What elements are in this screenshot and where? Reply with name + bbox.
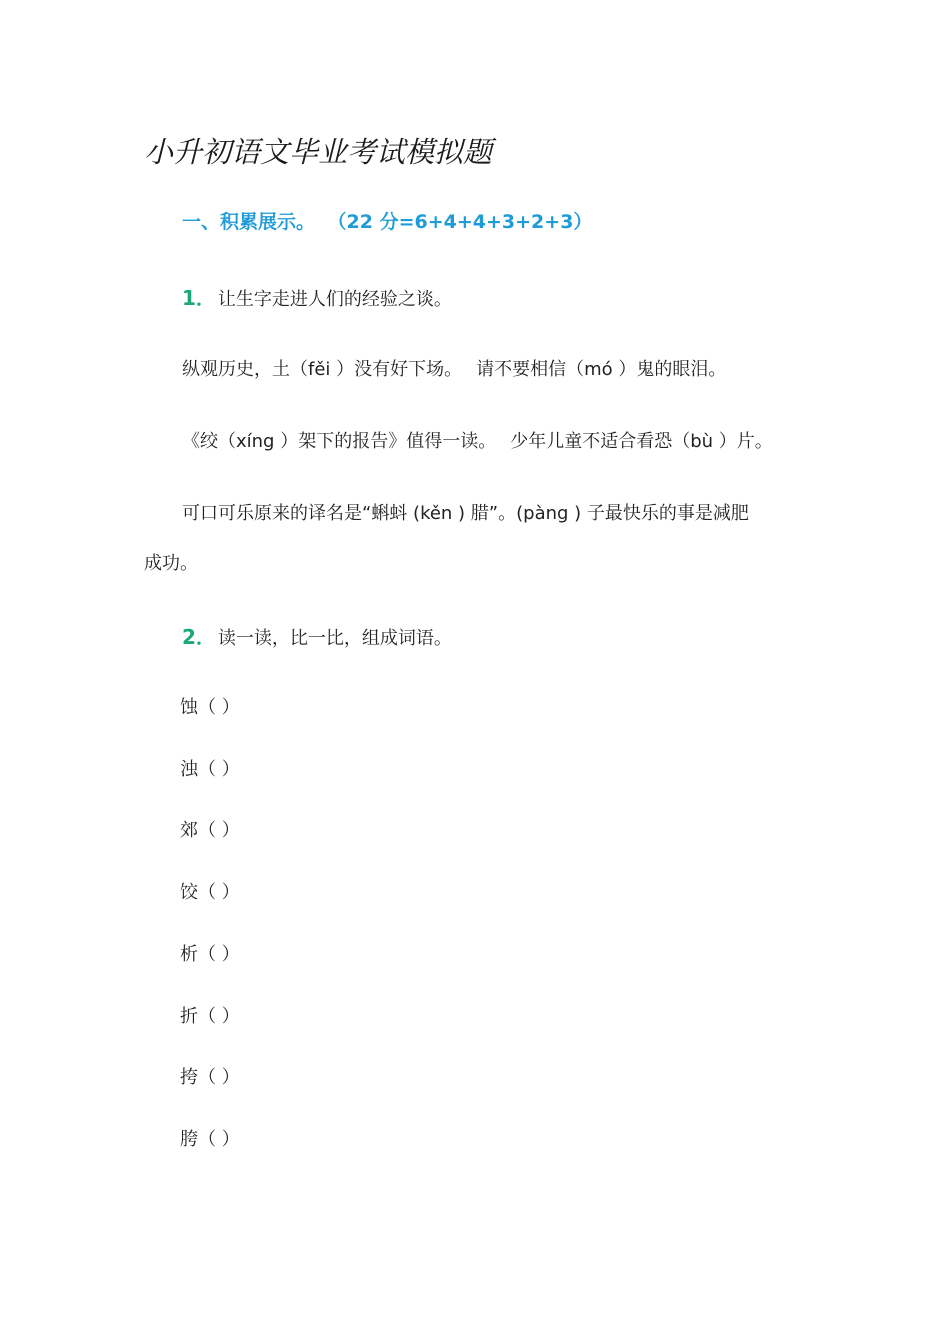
question-2 xyxy=(182,621,452,650)
q2-item-5: 析（ ） xyxy=(180,944,240,965)
q1-line-1a: 纵观历史，土（fěi ）没有好下场。 xyxy=(182,359,463,380)
question-1-number: 1． xyxy=(182,286,216,310)
q2-item-1: 蚀（ ） xyxy=(180,697,240,718)
q1-line-3: 可口可乐原来的译名是“蝌蚪 (kěn ) 腊”。(pàng ) 子最快乐的事是减肥 xyxy=(182,503,749,524)
question-2-text: 读一读，比一比，组成词语。 xyxy=(217,628,452,649)
q1-line-2a: 《绞（xíng ）架下的报告》值得一读。 xyxy=(182,431,497,452)
document-title: 小升初语文毕业考试模拟题 xyxy=(144,135,493,169)
q2-item-6: 折（ ） xyxy=(180,1006,240,1027)
q1-line-2 xyxy=(182,427,773,453)
section-heading xyxy=(182,207,592,234)
section-score: （22 分=6+4+4+3+2+3） xyxy=(337,211,593,233)
q1-line-4: 成功。 xyxy=(144,553,198,574)
q2-item-2: 浊（ ） xyxy=(180,759,240,780)
q1-line-1 xyxy=(182,355,726,381)
question-2-number: 2． xyxy=(182,625,216,649)
q1-line-2b: 少年儿童不适合看恐（bù ）片。 xyxy=(510,431,773,452)
q2-item-7: 挎（ ） xyxy=(180,1067,240,1088)
question-1-text: 让生字走进人们的经验之谈。 xyxy=(217,289,452,310)
q2-item-8: 胯（ ） xyxy=(180,1129,240,1150)
q2-item-3: 郊（ ） xyxy=(180,820,240,841)
section-heading-label: 一、积累展示。 xyxy=(182,211,316,233)
q2-item-4: 饺（ ） xyxy=(180,882,240,903)
question-1 xyxy=(182,282,452,311)
q1-line-1b: 请不要相信（mó ）鬼的眼泪。 xyxy=(476,359,727,380)
